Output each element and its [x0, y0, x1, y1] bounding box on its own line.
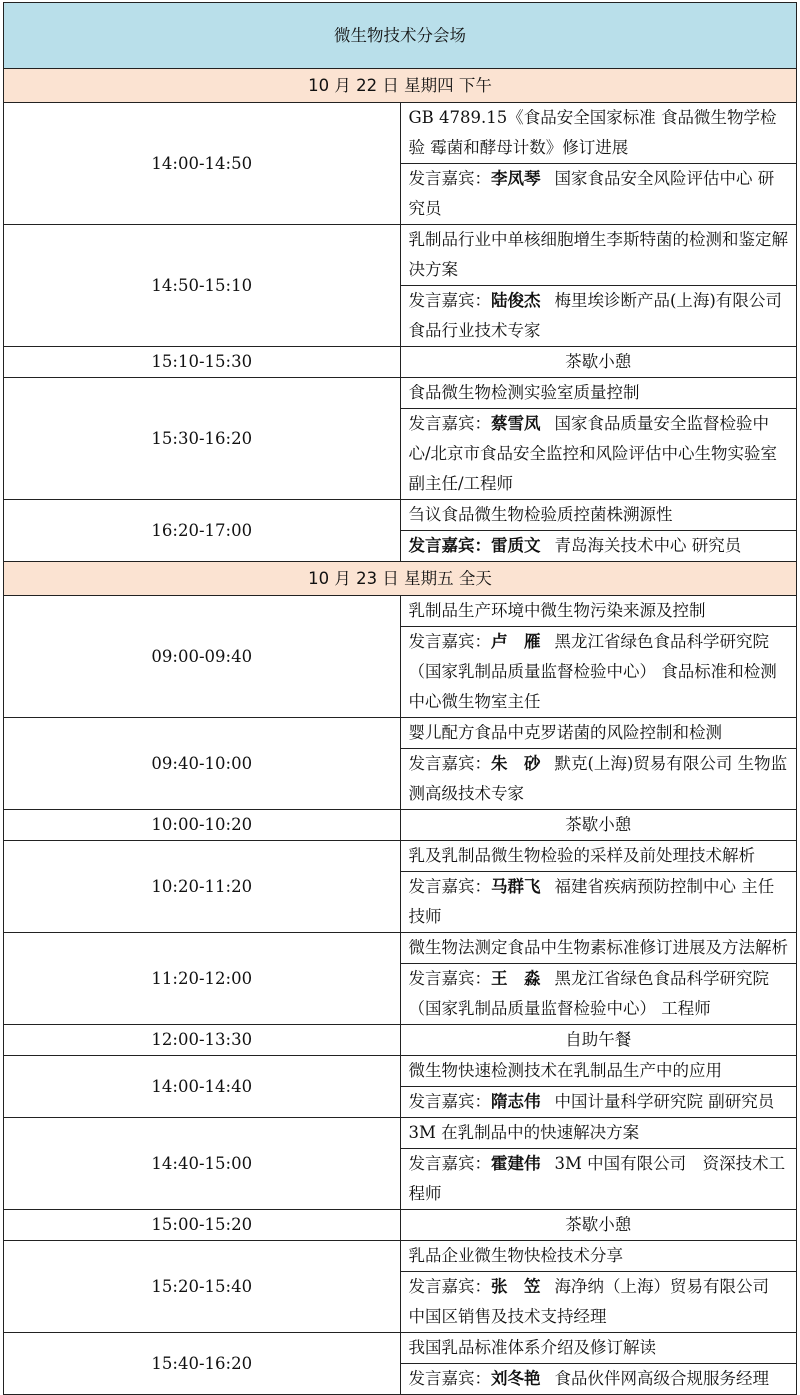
speaker-label: 发言嘉宾： [408, 1092, 491, 1111]
speaker-label: 发言嘉宾： [408, 754, 491, 773]
speaker-name: 蔡雪凤 [491, 414, 541, 433]
page-title: 微生物技术分会场 [4, 3, 797, 69]
speaker-cell [400, 1149, 797, 1210]
speaker-label: 发言嘉宾： [408, 1369, 491, 1388]
speaker-cell [400, 1087, 797, 1118]
session-topic-row [4, 500, 797, 531]
session-topic: 乳品企业微生物快检技术分享 [400, 1241, 797, 1272]
session-topic: 婴儿配方食品中克罗诺菌的风险控制和检测 [400, 718, 797, 749]
speaker-name: 卢 雁 [491, 632, 541, 651]
time-cell: 12:00-13:30 [4, 1025, 401, 1056]
session-topic: 乳制品生产环境中微生物污染来源及控制 [400, 596, 797, 627]
speaker-label: 发言嘉宾： [408, 632, 491, 651]
speaker-cell [400, 749, 797, 810]
speaker-cell [400, 531, 797, 562]
session-topic: 3M 在乳制品中的快速解决方案 [400, 1118, 797, 1149]
speaker-org: 黑龙江省绿色食品科学研究院（国家乳制品质量监督检验中心） 工程师 [408, 969, 769, 1018]
speaker-cell [400, 409, 797, 500]
speaker-cell [400, 164, 797, 225]
speaker-cell [400, 964, 797, 1025]
time-cell: 16:20-17:00 [4, 500, 401, 562]
break-label: 茶歇小憩 [400, 347, 797, 378]
session-topic-row [4, 103, 797, 164]
session-topic: 微生物法测定食品中生物素标准修订进展及方法解析 [400, 933, 797, 964]
break-row [4, 1210, 797, 1241]
time-cell: 11:20-12:00 [4, 933, 401, 1025]
time-cell: 09:40-10:00 [4, 718, 401, 810]
time-cell: 14:00-14:50 [4, 103, 401, 225]
speaker-org: 福建省疾病预防控制中心 主任技师 [408, 877, 775, 926]
speaker-org: 黑龙江省绿色食品科学研究院（国家乳制品质量监督检验中心） 食品标准和检测中心微生物室主任 [408, 632, 777, 711]
session-topic: 我国乳品标准体系介绍及修订解读 [400, 1333, 797, 1364]
speaker-cell [400, 627, 797, 718]
session-topic-row [4, 378, 797, 409]
session-topic-row [4, 841, 797, 872]
time-cell: 14:40-15:00 [4, 1118, 401, 1210]
time-cell: 10:20-11:20 [4, 841, 401, 933]
speaker-name: 张 笠 [491, 1277, 541, 1296]
speaker-name: 刘冬艳 [491, 1369, 541, 1388]
session-topic-row [4, 1333, 797, 1364]
speaker-label: 发言嘉宾： [408, 877, 491, 896]
speaker-name: 王 淼 [491, 969, 541, 988]
session-topic: 乳及乳制品微生物检验的采样及前处理技术解析 [400, 841, 797, 872]
speaker-org: 国家食品质量安全监督检验中心/北京市食品安全监控和风险评估中心生物实验室副主任/工程师 [408, 414, 778, 493]
session-topic-row [4, 718, 797, 749]
speaker-label: 发言嘉宾： [408, 291, 491, 310]
session-topic: 乳制品行业中单核细胞增生李斯特菌的检测和鉴定解决方案 [400, 225, 797, 286]
speaker-org: 默克(上海)贸易有限公司 生物监测高级技术专家 [408, 754, 788, 803]
day-header-row [4, 69, 797, 103]
speaker-cell [400, 1272, 797, 1333]
session-topic: 食品微生物检测实验室质量控制 [400, 378, 797, 409]
speaker-org: 梅里埃诊断产品(上海)有限公司 食品行业技术专家 [408, 291, 782, 340]
time-cell: 15:40-16:20 [4, 1333, 401, 1395]
speaker-name: 雷质文 [491, 536, 541, 555]
break-label: 茶歇小憩 [400, 1210, 797, 1241]
speaker-label: 发言嘉宾： [408, 969, 491, 988]
speaker-org: 青岛海关技术中心 研究员 [554, 536, 742, 555]
time-cell: 10:00-10:20 [4, 810, 401, 841]
time-cell: 15:00-15:20 [4, 1210, 401, 1241]
speaker-name: 马群飞 [491, 877, 541, 896]
time-cell: 15:30-16:20 [4, 378, 401, 500]
break-label: 自助午餐 [400, 1025, 797, 1056]
day-header-row [4, 562, 797, 596]
time-cell: 14:50-15:10 [4, 225, 401, 347]
speaker-label: 发言嘉宾： [408, 1277, 491, 1296]
break-row [4, 1025, 797, 1056]
session-topic-row [4, 1056, 797, 1087]
speaker-org: 3M 中国有限公司 资深技术工程师 [408, 1154, 786, 1203]
speaker-name: 李凤琴 [491, 169, 541, 188]
schedule-body [4, 3, 797, 1395]
speaker-label: 发言嘉宾： [408, 169, 491, 188]
speaker-org: 海净纳（上海）贸易有限公司 中国区销售及技术支持经理 [408, 1277, 786, 1326]
session-topic: 刍议食品微生物检验质控菌株溯源性 [400, 500, 797, 531]
session-topic: 微生物快速检测技术在乳制品生产中的应用 [400, 1056, 797, 1087]
speaker-org: 国家食品安全风险评估中心 研究员 [408, 169, 775, 218]
speaker-org: 食品伙伴网高级合规服务经理 [554, 1369, 769, 1388]
time-cell: 09:00-09:40 [4, 596, 401, 718]
day-header: 10 月 22 日 星期四 下午 [4, 69, 797, 103]
session-topic-row [4, 1241, 797, 1272]
time-cell: 14:00-14:40 [4, 1056, 401, 1118]
time-cell: 15:10-15:30 [4, 347, 401, 378]
speaker-cell [400, 872, 797, 933]
speaker-org: 中国计量科学研究院 副研究员 [554, 1092, 775, 1111]
session-topic-row [4, 225, 797, 286]
speaker-label: 发言嘉宾： [408, 414, 491, 433]
session-topic: GB 4789.15《食品安全国家标准 食品微生物学检验 霉菌和酵母计数》修订进展 [400, 103, 797, 164]
speaker-cell [400, 1364, 797, 1395]
schedule-table [3, 2, 797, 1395]
speaker-cell [400, 286, 797, 347]
break-label: 茶歇小憩 [400, 810, 797, 841]
break-row [4, 347, 797, 378]
speaker-name: 陆俊杰 [491, 291, 541, 310]
speaker-label: 发言嘉宾： [408, 536, 491, 555]
speaker-label: 发言嘉宾： [408, 1154, 491, 1173]
speaker-name: 隋志伟 [491, 1092, 541, 1111]
title-row [4, 3, 797, 69]
session-topic-row [4, 933, 797, 964]
speaker-name: 霍建伟 [491, 1154, 541, 1173]
session-topic-row [4, 596, 797, 627]
time-cell: 15:20-15:40 [4, 1241, 401, 1333]
day-header: 10 月 23 日 星期五 全天 [4, 562, 797, 596]
speaker-name: 朱 砂 [491, 754, 541, 773]
break-row [4, 810, 797, 841]
